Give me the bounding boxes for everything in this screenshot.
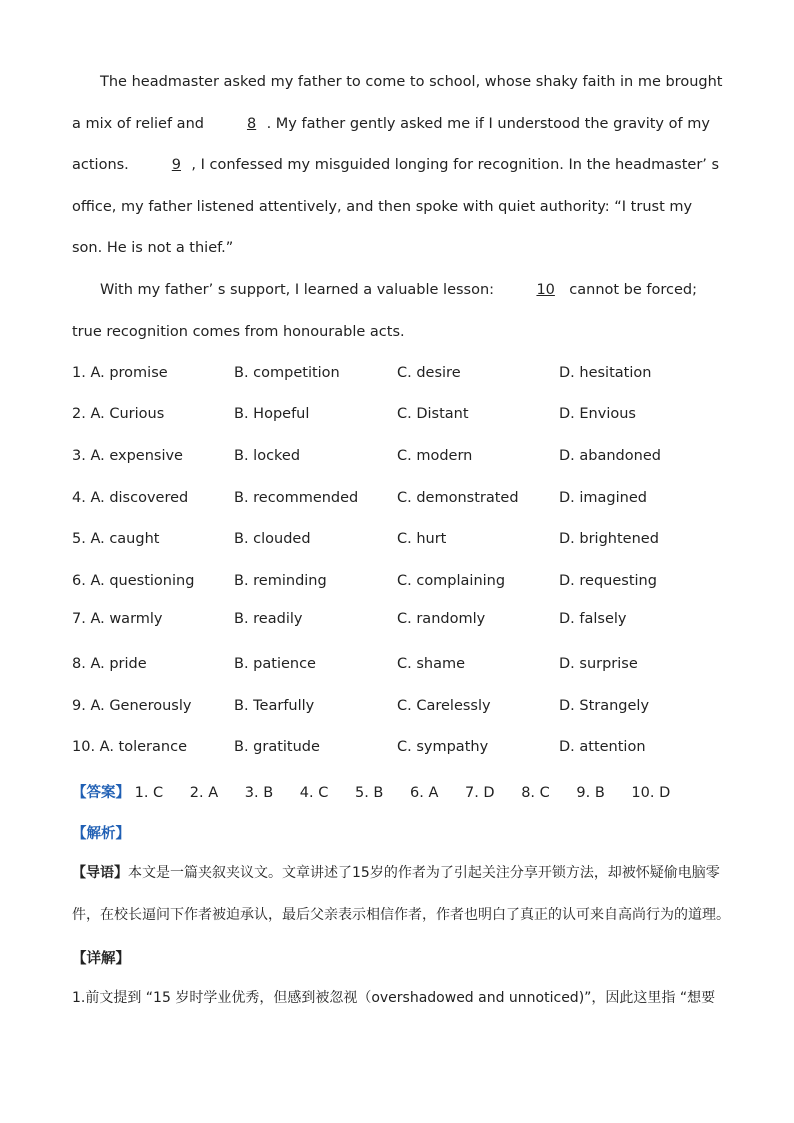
option-d: D. attention bbox=[559, 739, 646, 755]
passage-paragraph-2 bbox=[72, 270, 724, 353]
passage-text: With my father’ s support, I learned a valuable lesson: bbox=[100, 282, 499, 298]
option-d: D. abandoned bbox=[559, 448, 661, 464]
question-row-10 bbox=[72, 739, 722, 761]
blank-10: 10 bbox=[536, 282, 555, 298]
question-row-5 bbox=[72, 531, 722, 553]
blank-8: 8 bbox=[246, 115, 257, 132]
option-d: D. hesitation bbox=[559, 365, 652, 381]
option-c: C. shame bbox=[397, 656, 466, 672]
option-a: 2. A. Curious bbox=[72, 406, 165, 422]
option-c: C. Carelessly bbox=[397, 698, 491, 714]
option-d: D. falsely bbox=[559, 611, 627, 627]
option-c: C. modern bbox=[397, 448, 473, 464]
option-b: B. gratitude bbox=[234, 739, 320, 755]
passage-text: The headmaster asked my father to come to school, whose shaky faith in me brought a mix of relief and bbox=[72, 74, 723, 132]
option-a: 8. A. pride bbox=[72, 656, 147, 672]
question-row-8 bbox=[72, 656, 722, 678]
question-row-3 bbox=[72, 448, 722, 470]
option-a: 7. A. warmly bbox=[72, 611, 163, 627]
answer-item: 4. C bbox=[299, 785, 329, 801]
option-a: 9. A. Generously bbox=[72, 698, 192, 714]
passage-text: . My father gently asked me if I understood the gravity of my actions. bbox=[72, 115, 710, 173]
option-c: C. randomly bbox=[397, 611, 486, 627]
question-row-1 bbox=[72, 365, 722, 387]
option-c: C. sympathy bbox=[397, 739, 489, 755]
answer-item: 3. B bbox=[244, 785, 274, 801]
option-a: 1. A. promise bbox=[72, 365, 168, 381]
question-row-4 bbox=[72, 490, 722, 512]
intro-paragraph bbox=[72, 852, 732, 936]
option-d: D. imagined bbox=[559, 490, 647, 506]
option-b: B. Hopeful bbox=[234, 406, 310, 422]
answer-item: 5. B bbox=[354, 785, 384, 801]
option-c: C. Distant bbox=[397, 406, 469, 422]
answer-item: 2. A bbox=[189, 785, 219, 801]
option-a: 4. A. discovered bbox=[72, 490, 189, 506]
option-d: D. brightened bbox=[559, 531, 659, 547]
option-d: D. Envious bbox=[559, 406, 636, 422]
passage-text: , I confessed my misguided longing for recognition. In the headmaster’ s office, my father listened attentively, and then spoke with quiet authority: “I trust my son. He is not a thief.” bbox=[72, 157, 720, 256]
question-row-2 bbox=[72, 406, 722, 428]
answer-label: 【答案】 bbox=[72, 785, 130, 801]
option-d: D. requesting bbox=[559, 573, 657, 589]
answer-item: 9. B bbox=[576, 785, 605, 801]
option-a: 6. A. questioning bbox=[72, 573, 195, 589]
answer-item: 1. C bbox=[134, 785, 164, 801]
option-b: B. Tearfully bbox=[234, 698, 315, 714]
option-d: D. surprise bbox=[559, 656, 638, 672]
passage-text: cannot be forced; true recognition comes from honourable acts. bbox=[72, 282, 698, 340]
answer-item: 8. C bbox=[521, 785, 550, 801]
option-b: B. reminding bbox=[234, 573, 327, 589]
option-c: C. demonstrated bbox=[397, 490, 519, 506]
detail-text: 1.前文提到 “15 岁时学业优秀，但感到被忽视（overshadowed and unnoticed)”，因此这里指 “想要 bbox=[72, 990, 716, 1006]
answer-item: 6. A bbox=[410, 785, 439, 801]
option-b: B. locked bbox=[234, 448, 301, 464]
answer-item: 10. D bbox=[631, 785, 671, 801]
option-a: 3. A. expensive bbox=[72, 448, 183, 464]
option-c: C. complaining bbox=[397, 573, 506, 589]
option-b: B. clouded bbox=[234, 531, 311, 547]
answer-item: 7. D bbox=[464, 785, 495, 801]
option-b: B. competition bbox=[234, 365, 340, 381]
option-b: B. patience bbox=[234, 656, 316, 672]
option-a: 5. A. caught bbox=[72, 531, 160, 547]
intro-label: 【导语】 bbox=[72, 865, 128, 881]
detail-label: 【详解】 bbox=[72, 951, 130, 967]
question-row-7 bbox=[72, 611, 722, 633]
option-a: 10. A. tolerance bbox=[72, 739, 187, 755]
option-b: B. recommended bbox=[234, 490, 359, 506]
option-c: C. hurt bbox=[397, 531, 447, 547]
blank-9: 9 bbox=[171, 157, 182, 173]
question-row-9 bbox=[72, 698, 722, 720]
answer-key bbox=[72, 781, 692, 802]
intro-text: 本文是一篇夹叙夹议文。文章讲述了15岁的作者为了引起关注分享开锁方法，却被怀疑偷电脑零件，在校长逼问下作者被迫承认，最后父亲表示相信作者，作者也明白了真正的认可来自高尚行为的道理。 bbox=[72, 865, 730, 923]
passage-paragraph-1 bbox=[72, 62, 724, 270]
option-d: D. Strangely bbox=[559, 698, 650, 714]
question-row-6 bbox=[72, 573, 722, 595]
option-b: B. readily bbox=[234, 611, 303, 627]
option-c: C. desire bbox=[397, 365, 461, 381]
analysis-label: 【解析】 bbox=[72, 826, 130, 842]
